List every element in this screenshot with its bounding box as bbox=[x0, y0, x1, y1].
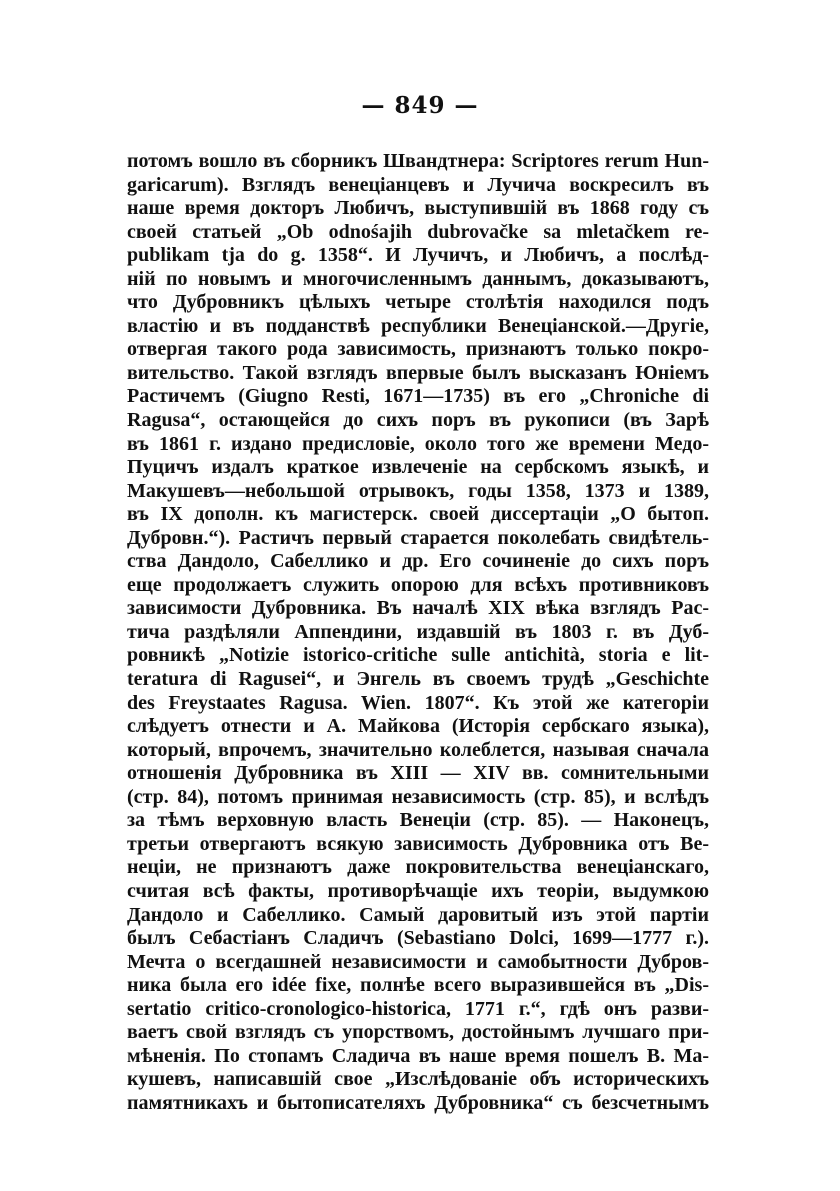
text-line: отвергая такого рода зависимость, признаютъ только покро- bbox=[127, 338, 709, 361]
text-line: зависимости Дубровника. Въ началѣ XIX вѣка взглядъ Рас- bbox=[127, 597, 709, 620]
text-line: вительство. Такой взглядъ впервые былъ высказанъ Юніемъ bbox=[127, 361, 709, 384]
text-line: ній по новымъ и многочисленнымъ даннымъ, доказываютъ, bbox=[127, 267, 709, 290]
text-line: ства Дандоло, Сабеллико и др. Его сочиненіе до сихъ поръ bbox=[127, 550, 709, 573]
text-line: des Freystaates Ragusa. Wien. 1807“. Къ этой же категоріи bbox=[127, 691, 709, 714]
text-line: teratura di Ragusei“, и Энгель въ своемъ трудѣ „Geschichte bbox=[127, 668, 709, 691]
text-line: еще продолжаетъ служить опорою для всѣхъ противниковъ bbox=[127, 573, 709, 596]
text-line: который, впрочемъ, значительно колеблется, называя сначала bbox=[127, 738, 709, 761]
text-line: былъ Себастіанъ Сладичъ (Sebastiano Dolci, 1699—1777 г.). bbox=[127, 927, 709, 950]
text-line: мѣненія. По стопамъ Сладича въ наше время пошелъ В. Ма- bbox=[127, 1044, 709, 1067]
text-line: за тѣмъ верховную власть Венеціи (стр. 85). — Наконецъ, bbox=[127, 809, 709, 832]
text-line: неціи, не признаютъ даже покровительства венеціанскаго, bbox=[127, 856, 709, 879]
text-line: слѣдуетъ отнести и А. Майкова (Исторія сербскаго языка), bbox=[127, 715, 709, 738]
text-line: Мечта о всегдашней независимости и самобытности Дубров- bbox=[127, 950, 709, 973]
text-line: что Дубровникъ цѣлыхъ четыре столѣтія находился подъ bbox=[127, 291, 709, 314]
text-line: памятникахъ и бытописателяхъ Дубровника“ съ безсчетнымъ bbox=[127, 1091, 709, 1114]
text-line: Дубровн.“). Растичъ первый старается поколебать свидѣтель- bbox=[127, 526, 709, 549]
text-line: Ragusa“, остающейся до сихъ поръ въ рукописи (въ Зарѣ bbox=[127, 409, 709, 432]
text-line: publikam tja do g. 1358“. И Лучичъ, и Любичъ, а послѣд- bbox=[127, 244, 709, 267]
body-text bbox=[127, 150, 709, 1115]
text-line: тича раздѣляли Аппендини, издавшій въ 1803 г. въ Дуб- bbox=[127, 620, 709, 643]
text-line: наше время докторъ Любичъ, выступившій въ 1868 году съ bbox=[127, 197, 709, 220]
text-line: sertatio critico-cronologico-historica, 1771 г.“, гдѣ онъ разви- bbox=[127, 997, 709, 1020]
text-line: отношенія Дубровника въ XIII — XIV вв. сомнительными bbox=[127, 762, 709, 785]
text-line: третьи отвергаютъ всякую зависимость Дубровника отъ Ве- bbox=[127, 832, 709, 855]
text-line: въ IX дополн. къ магистерск. своей диссертаціи „О бытоп. bbox=[127, 503, 709, 526]
page-number: — 849 — bbox=[361, 92, 479, 119]
text-line: Растичемъ (Giugno Resti, 1671—1735) въ его „Chroniche di bbox=[127, 385, 709, 408]
text-line: garicarum). Взглядъ венеціанцевъ и Лучича воскресилъ въ bbox=[127, 173, 709, 196]
text-line: Пуцичъ издалъ краткое извлеченіе на сербскомъ языкѣ, и bbox=[127, 456, 709, 479]
text-line: ваетъ свой взглядъ съ упорствомъ, достойнымъ лучшаго при- bbox=[127, 1021, 709, 1044]
text-line: властію и въ подданствѣ республики Венеціанской.—Другіе, bbox=[127, 314, 709, 337]
text-line: Дандоло и Сабеллико. Самый даровитый изъ этой партіи bbox=[127, 903, 709, 926]
text-line: потомъ вошло въ сборникъ Швандтнера: Scriptores rerum Hun- bbox=[127, 150, 709, 172]
text-line: считая всѣ факты, противорѣчащіе ихъ теоріи, выдумкою bbox=[127, 879, 709, 902]
text-line: (стр. 84), потомъ принимая независимость (стр. 85), и вслѣдъ bbox=[127, 785, 709, 808]
text-line: ровникѣ „Notizie istorico-critiche sulle antichità, storia e lit- bbox=[127, 644, 709, 667]
text-line: своей статьей „Ob odnośajih dubrovačke sa mletačkem re- bbox=[127, 220, 709, 243]
text-line: въ 1861 г. издано предисловіе, около того же времени Медо- bbox=[127, 432, 709, 455]
text-line: кушевъ, написавшій свое „Изслѣдованіе объ историческихъ bbox=[127, 1068, 709, 1091]
text-line: Макушевъ—небольшой отрывокъ, годы 1358, 1373 и 1389, bbox=[127, 479, 709, 502]
text-line: ника была его idée fixe, полнѣе всего выразившейся въ „Dis- bbox=[127, 974, 709, 997]
